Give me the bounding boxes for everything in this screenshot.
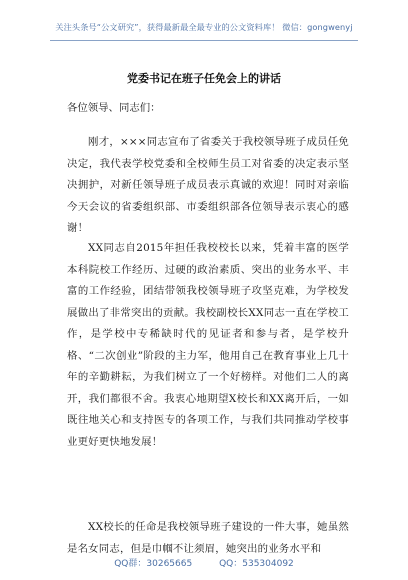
paragraph-1 — [67, 132, 349, 240]
paragraph-3 — [67, 517, 349, 560]
paragraph-2 — [67, 238, 349, 453]
footer-qq-group: QQ群：30265665 — [114, 559, 193, 569]
paragraph-2-text: XX同志自2015年担任我校校长以来，凭着丰富的医学本科院校工作经历、过硬的政治素质、突出的业务水平、丰富的工作经验，团结带领我校领导班子攻坚克难，为学校发展做出了非常突出的贡献。我校副校长XX同志一直在学校工作，是学校中专稀缺时代的见证者和参与者，是学校升格、“二次创业”阶段的主力军，他用自己在教育事业上几十年的辛勤耕耘，为我们树立了一个好榜样。对他们二人的离开，我们都很不舍。我衷心地期望X校长和XX离开后，一如既往地关心和支持医专的各项工作，与我们共同推动学校事业更好更快地发展！ — [67, 242, 349, 448]
document-title: 党委书记在班子任免会上的讲话 — [127, 72, 281, 85]
paragraph-3-text: XX校长的任命是我校领导班子建设的一件大事，她虽然是名女同志，但是巾帼不让须眉，她突出的业务水平和 — [67, 521, 349, 555]
header-banner: 关注头条号“公文研究”，获得最新最全最专业的公文资料库！ 微信：gongwenyj — [55, 22, 353, 32]
salutation: 各位领导、同志们： — [67, 102, 161, 114]
footer-qq: QQ：535304092 — [219, 559, 294, 569]
header-divider — [50, 40, 358, 41]
paragraph-1-text: 刚才，×××同志宣布了省委关于我校领导班子成员任免决定，我代表学校党委和全校师生员工对省委的决定表示坚决拥护，对新任领导班子成员表示真诚的欢迎！同时对亲临今天会议的省委组织部、市委组织部各位领导表示衷心的感谢！ — [67, 136, 349, 234]
footer — [0, 556, 408, 569]
